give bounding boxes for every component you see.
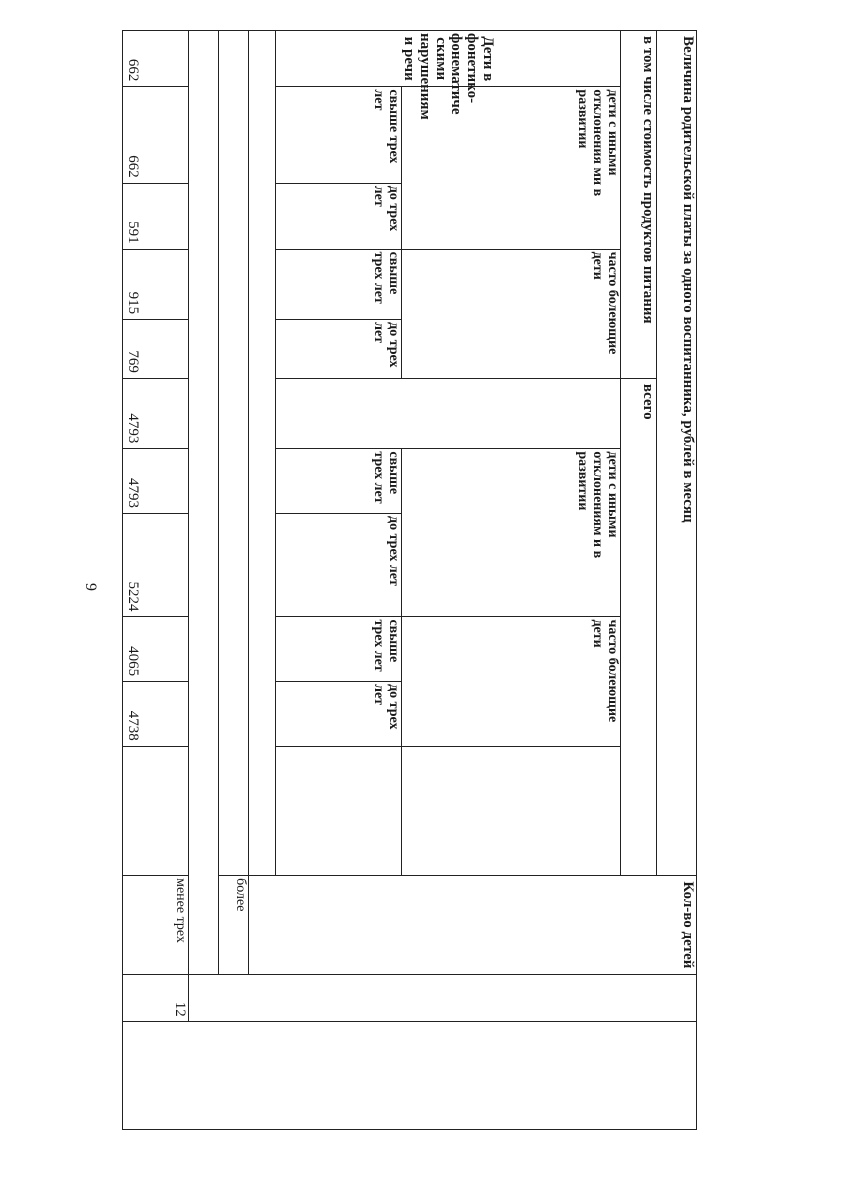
header-divider-3: [189, 31, 219, 975]
cell-12-lt3-food-oth-over: 662: [123, 87, 189, 183]
page-number: 9: [82, 583, 99, 591]
other-under: до трех лет: [275, 514, 401, 617]
tariff-table: [122, 30, 697, 1130]
children-header: Кол-во детей: [249, 876, 697, 975]
cell-12-lt3-oth-over: 4793: [123, 449, 189, 514]
children-more: более: [219, 876, 249, 975]
phon-header-cell: [275, 378, 620, 449]
sick-over: свыше трех лет: [275, 617, 401, 682]
cell-12-lt3-food-phon-over: 662: [123, 31, 189, 87]
header-divider-2: [219, 31, 249, 876]
other-over: свыше трех лет: [275, 449, 401, 514]
other-header: дети с иными отклонениям и в развитии: [401, 449, 620, 617]
cell-12-lt3-phon-over: 4793: [123, 378, 189, 449]
days-header-cell: [123, 1021, 697, 1129]
row-spacer: [123, 746, 189, 875]
cell-12-lt3-food-sick-over: 915: [123, 249, 189, 320]
food-header: в том числе стоимость продуктов питания: [620, 31, 656, 379]
spacer-cell-2: [275, 746, 401, 875]
food-phon-header: Дети в фонетико-фонематиче скими нарушениям и речи: [275, 31, 620, 87]
cell-12-lt3-oth-under: 5224: [123, 514, 189, 617]
spacer-cell: [401, 746, 620, 875]
hours-12: 12: [123, 974, 189, 1021]
sick-header: часто болеющие дети: [401, 617, 620, 746]
main-header: Величина родительской платы за одного воспитанника, рублей в месяц: [657, 31, 697, 876]
cell-12-lt3-food-oth-under: 591: [123, 183, 189, 249]
food-sick-under: до трех лет: [275, 320, 401, 379]
food-other-under: до трех лет: [275, 183, 401, 249]
food-sick-header: часто болеющие дети: [401, 249, 620, 378]
food-other-header: дети с иными отклонения ми в развитии: [401, 87, 620, 249]
header-divider: [249, 31, 276, 876]
total-header: всего: [620, 378, 656, 875]
sick-under: до трех лет: [275, 682, 401, 747]
tariff-table-rotated: [122, 30, 697, 1130]
cell-12-lt3-food-sick-under: 769: [123, 320, 189, 379]
food-sick-over: свыше трех лет: [275, 249, 401, 320]
food-other-over: свыше трех лет: [275, 87, 401, 183]
cell-12-lt3-sick-over: 4065: [123, 617, 189, 682]
hours-header-cell: [189, 974, 697, 1021]
cell-12-lt3-sick-under: 4738: [123, 682, 189, 747]
age-label-12-lt3: менее трех: [123, 876, 189, 975]
